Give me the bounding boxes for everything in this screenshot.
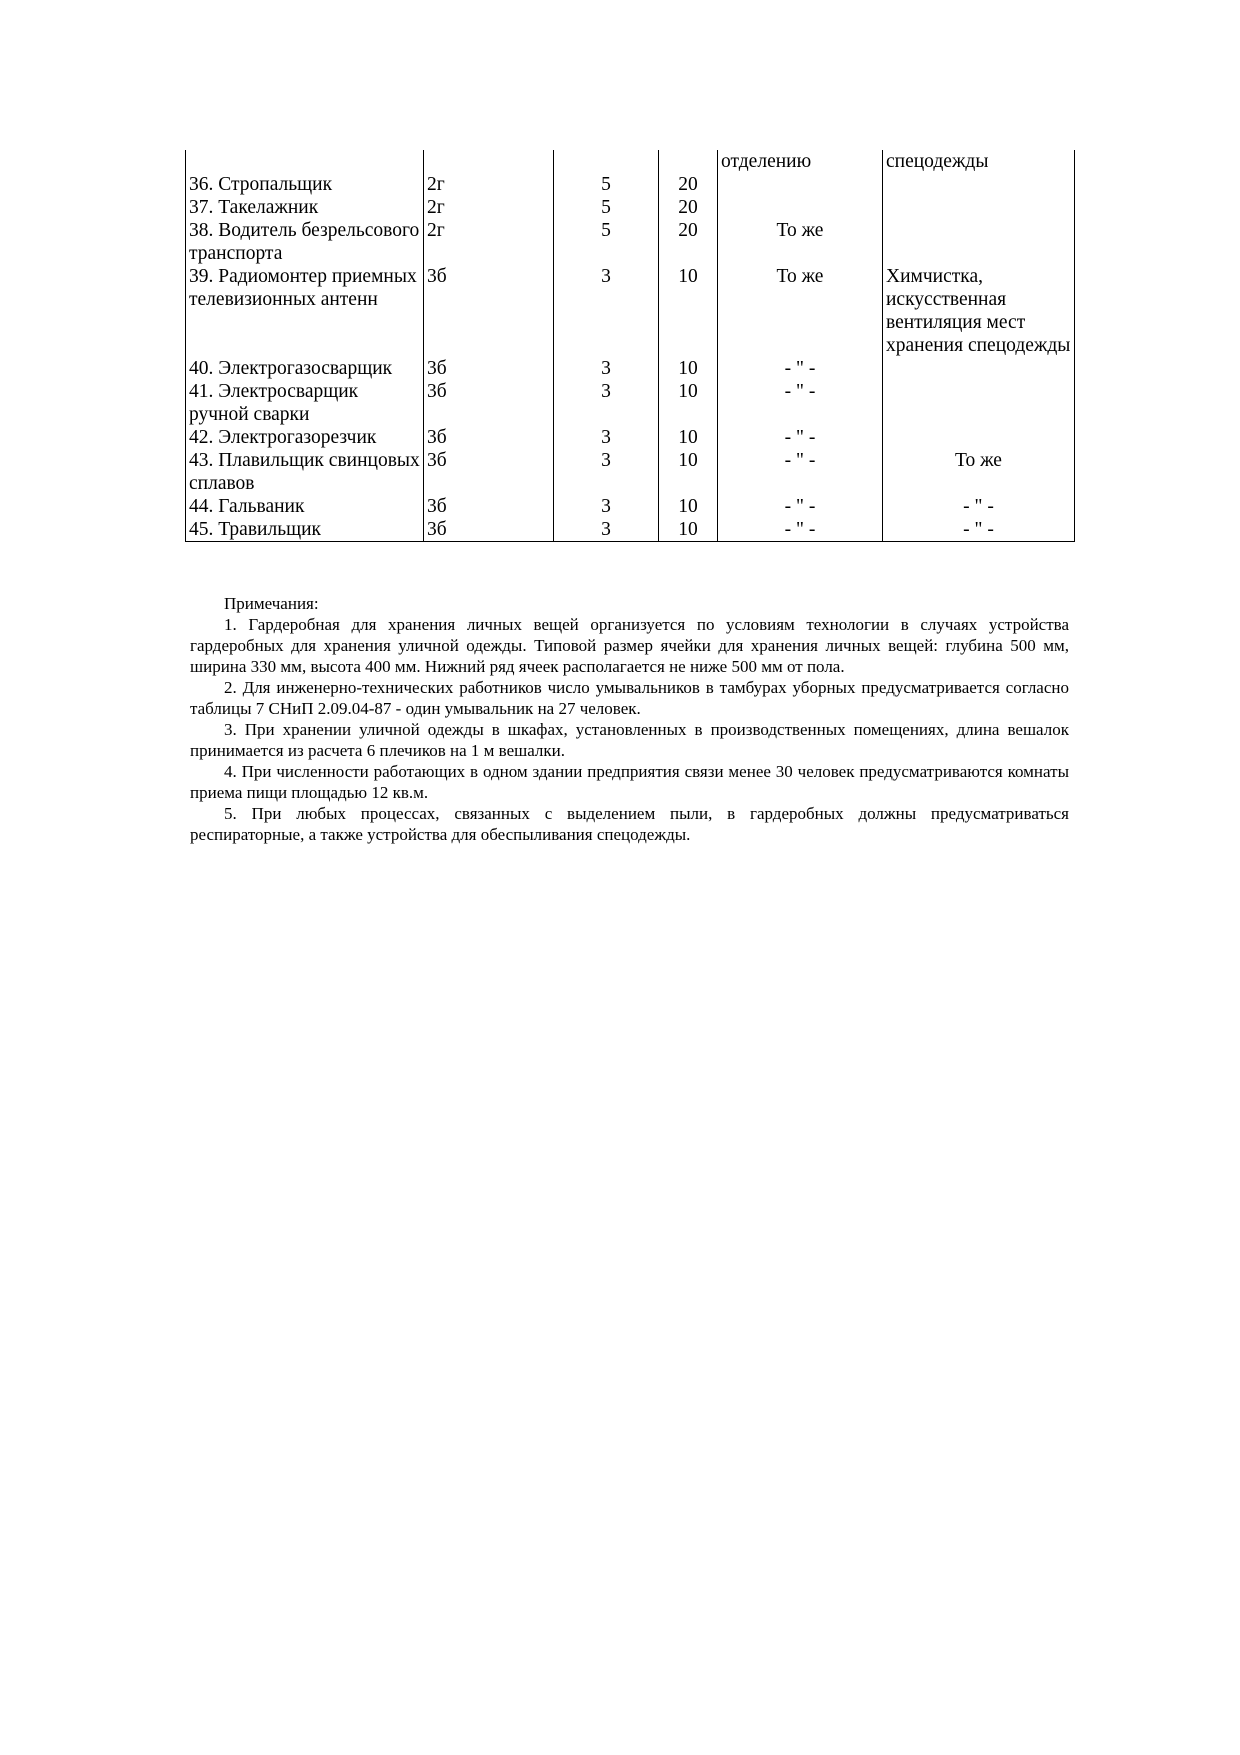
note-cell: - " - (718, 426, 883, 449)
measure-cell: - " - (883, 518, 1075, 542)
sanitary-requirements-table (185, 150, 1075, 542)
note-cell: То же (718, 219, 883, 265)
profession-cell (186, 150, 424, 173)
note-item: 4. При численности работающих в одном здании предприятия связи менее 30 человек предусматриваются комнаты приема пищи площадью 12 кв.м. (190, 762, 1069, 802)
value-cell-a: 5 (554, 196, 659, 219)
profession-cell: 45. Травильщик (186, 518, 424, 542)
value-cell-a: 3 (554, 426, 659, 449)
group-cell: 2г (424, 173, 554, 196)
table-row (186, 173, 1075, 196)
table-row (186, 518, 1075, 542)
profession-cell: 40. Электрогазосварщик (186, 357, 424, 380)
measure-cell: Химчистка, искусственная вентиляция мест хранения спецодежды (883, 265, 1075, 357)
value-cell-a: 3 (554, 357, 659, 380)
note-cell: - " - (718, 518, 883, 542)
group-cell: 3б (424, 357, 554, 380)
measure-cell (883, 357, 1075, 380)
table-row (186, 357, 1075, 380)
note-cell: - " - (718, 380, 883, 426)
value-cell-b: 10 (659, 426, 718, 449)
group-cell: 3б (424, 518, 554, 542)
measure-cell (883, 380, 1075, 426)
note-item: 5. При любых процессах, связанных с выделением пыли, в гардеробных должны предусматриваться респираторные, а также устройства для обеспыливания спецодежды. (190, 804, 1069, 844)
table-row (186, 426, 1075, 449)
group-cell: 3б (424, 380, 554, 426)
note-cell (718, 173, 883, 196)
profession-cell: 37. Такелажник (186, 196, 424, 219)
value-cell-b: 10 (659, 495, 718, 518)
value-cell-b: 10 (659, 518, 718, 542)
table-row (186, 380, 1075, 426)
table-row (186, 150, 1075, 173)
profession-cell: 38. Водитель безрельсового транспорта (186, 219, 424, 265)
value-cell-b: 10 (659, 265, 718, 357)
note-item: 1. Гардеробная для хранения личных вещей организуется по условиям технологии в случаях устройства гардеробных для хранения уличной одежды. Типовой размер ячейки для хранения личных вещей: глубина 500 мм, ширина 330 мм, высота 400 мм. Нижний ряд ячеек располагается не ниже 500 мм от пола. (190, 615, 1069, 676)
value-cell-b: 20 (659, 219, 718, 265)
value-cell-b (659, 150, 718, 173)
notes-section (190, 593, 1069, 845)
value-cell-b: 20 (659, 196, 718, 219)
table-body (186, 150, 1075, 542)
profession-cell: 43. Плавильщик свинцовых сплавов (186, 449, 424, 495)
value-cell-a: 3 (554, 265, 659, 357)
value-cell-a: 3 (554, 495, 659, 518)
value-cell-b: 20 (659, 173, 718, 196)
measure-cell (883, 219, 1075, 265)
group-cell: 2г (424, 219, 554, 265)
note-cell: - " - (718, 495, 883, 518)
table-row (186, 265, 1075, 357)
note-cell: - " - (718, 449, 883, 495)
value-cell-a: 3 (554, 449, 659, 495)
table-row (186, 449, 1075, 495)
value-cell-b: 10 (659, 380, 718, 426)
profession-cell: 44. Гальваник (186, 495, 424, 518)
table-row (186, 495, 1075, 518)
measure-cell (883, 196, 1075, 219)
value-cell-a (554, 150, 659, 173)
note-cell: - " - (718, 357, 883, 380)
group-cell: 3б (424, 426, 554, 449)
measure-cell: То же (883, 449, 1075, 495)
measure-cell (883, 173, 1075, 196)
group-cell: 3б (424, 495, 554, 518)
table-row (186, 196, 1075, 219)
notes-heading: Примечания: (224, 594, 319, 613)
value-cell-a: 3 (554, 518, 659, 542)
profession-cell: 36. Стропальщик (186, 173, 424, 196)
note-cell: То же (718, 265, 883, 357)
note-item: 3. При хранении уличной одежды в шкафах, установленных в производственных помещениях, длина вешалок принимается из расчета 6 плечиков на 1 м вешалки. (190, 720, 1069, 760)
measure-cell: спецодежды (883, 150, 1075, 173)
value-cell-b: 10 (659, 449, 718, 495)
value-cell-a: 5 (554, 173, 659, 196)
measure-cell (883, 426, 1075, 449)
value-cell-a: 3 (554, 380, 659, 426)
value-cell-a: 5 (554, 219, 659, 265)
profession-cell: 39. Радиомонтер приемных телевизионных антенн (186, 265, 424, 357)
note-cell (718, 196, 883, 219)
group-cell (424, 150, 554, 173)
profession-cell: 42. Электрогазорезчик (186, 426, 424, 449)
table-row (186, 219, 1075, 265)
group-cell: 2г (424, 196, 554, 219)
group-cell: 3б (424, 265, 554, 357)
value-cell-b: 10 (659, 357, 718, 380)
group-cell: 3б (424, 449, 554, 495)
measure-cell: - " - (883, 495, 1075, 518)
profession-cell: 41. Электросварщик ручной сварки (186, 380, 424, 426)
note-item: 2. Для инженерно-технических работников число умывальников в тамбурах уборных предусматривается согласно таблицы 7 СНиП 2.09.04-87 - один умывальник на 27 человек. (190, 678, 1069, 718)
note-cell: отделению (718, 150, 883, 173)
